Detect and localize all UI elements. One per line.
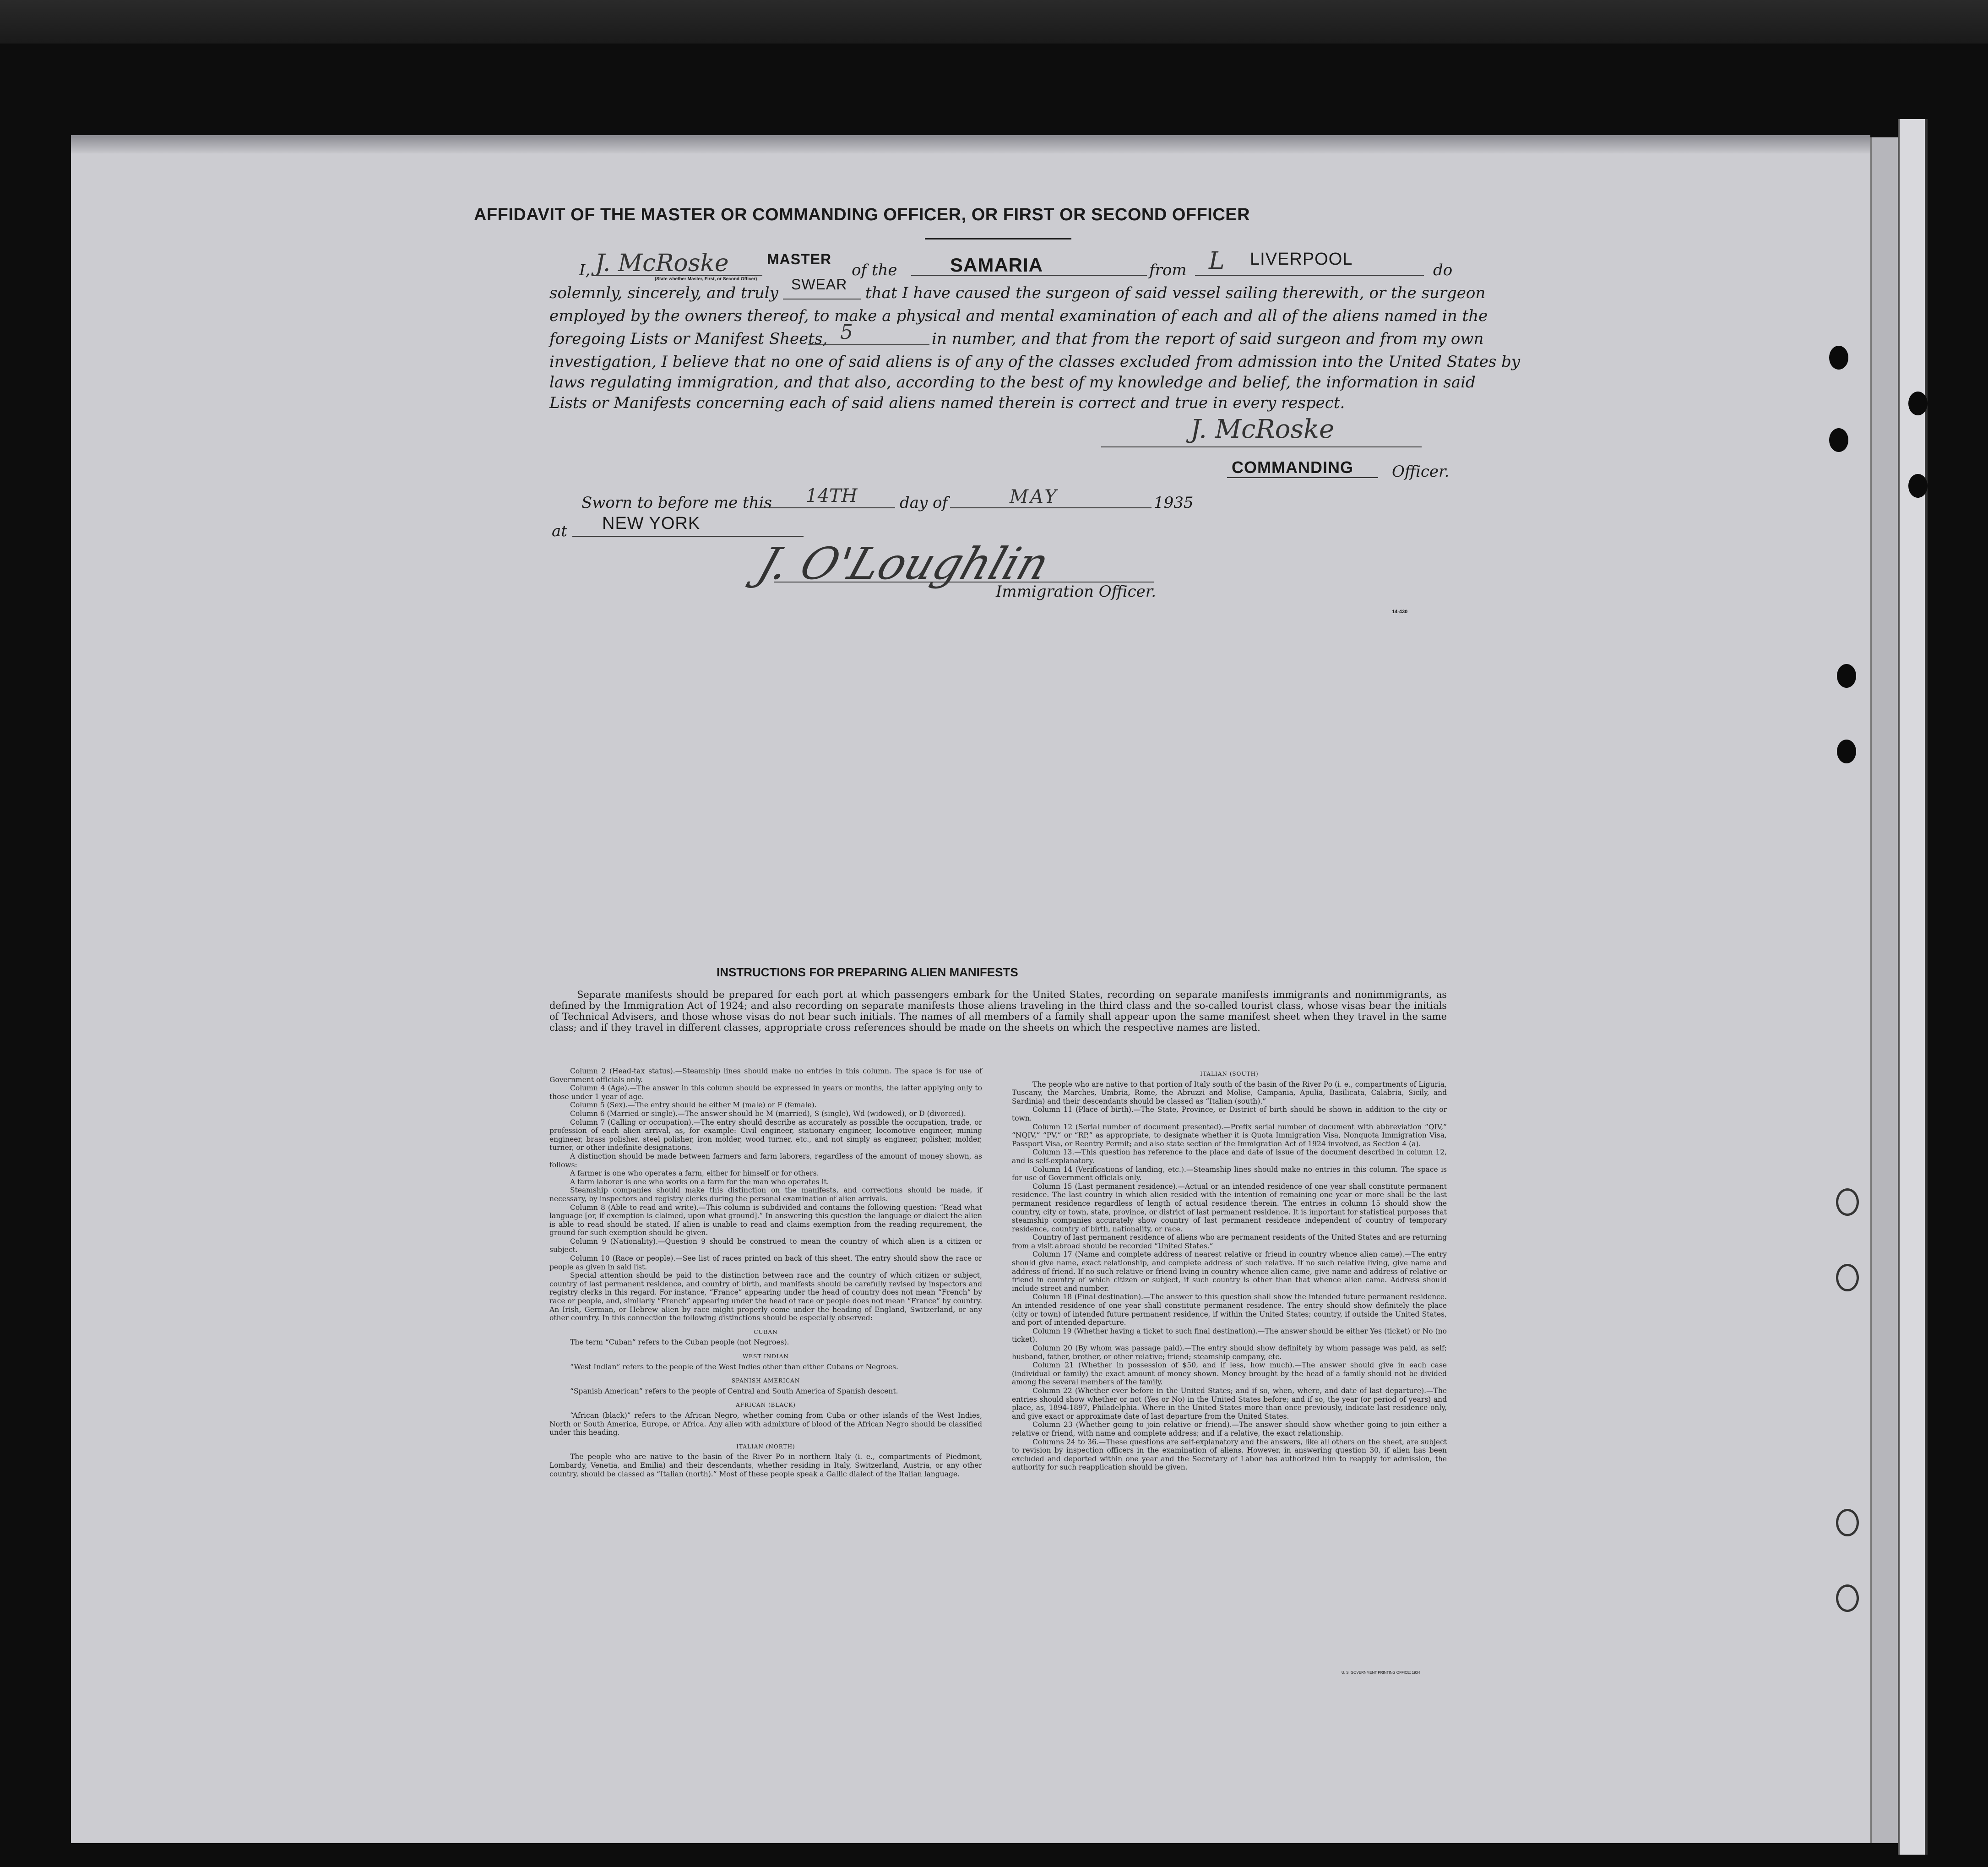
section-heading: SPANISH AMERICAN xyxy=(731,1377,800,1384)
port-mark: L xyxy=(1209,247,1225,275)
binding-strip xyxy=(1898,119,1928,1855)
right-para: Column 11 (Place of birth).—The State, Province, or District of birth should be shown in addition to the city or town. xyxy=(1012,1105,1447,1122)
right-para: Columns 24 to 36.—These questions are self-explanatory and the answers, like all others on the sheet, are subject to revision by inspection officers in the examination of aliens. However, in answering question 30, if alien has been excluded and deported within one year and the Secretary of Labor has authorized him to reapply for admission, the authority for such reapplication should be given. xyxy=(1012,1437,1447,1472)
section-heading: ITALIAN (SOUTH) xyxy=(1200,1071,1259,1077)
punch-hole-icon xyxy=(1829,428,1848,452)
punch-hole-icon xyxy=(1829,346,1848,370)
place-name: NEW YORK xyxy=(602,514,701,533)
port-name: LIVERPOOL xyxy=(1250,250,1353,269)
sheets-count: 5 xyxy=(840,321,853,344)
scanner-top-strip xyxy=(0,0,1988,44)
right-para: Column 17 (Name and complete address of nearest relative or friend in country whence alien came).—The entry should give name, exact relationship, and complete address of such relative. If no such relative living, give name and address of friend. If no such relative or friend living in country whence alien came, give name and address of relative or friend in country of which citizen or subject, if such country is other than that whence alien came. Address should include street and number. xyxy=(1012,1250,1447,1293)
ship-line xyxy=(911,275,1147,276)
punch-hole-icon xyxy=(1836,1584,1859,1612)
affidavit-heading: AFFIDAVIT OF THE MASTER OR COMMANDING OFFICER, OR FIRST OR SECOND OFFICER xyxy=(474,205,1250,224)
right-para: The people who are native to that portion of Italy south of the basin of the River Po (i. e., compartments of Liguria, Tuscany, the Marches, Umbria, Rome, the Abruzzi and Molise, Campania, Apulia, Basilicata, Calabria, Sicily, and Sardinia) and their descendants should be classed as “Italian (south).” xyxy=(1012,1080,1447,1105)
section-heading: AFRICAN (BLACK) xyxy=(736,1402,796,1409)
section-heading: CUBAN xyxy=(754,1328,778,1335)
affidavit-line2-start: solemnly, sincerely, and truly xyxy=(549,284,778,302)
sworn-month: MAY xyxy=(1010,486,1059,507)
right-para: Column 13.—This question has reference to the place and date of issue of the document described in column 12, and is self-explanatory. xyxy=(1012,1148,1447,1165)
left-para: Column 10 (Race or people).—See list of races printed on back of this sheet. The entry should show the race or people as given in said list. xyxy=(549,1254,982,1271)
affidavit-line2-end: that I have caused the surgeon of said vessel sailing therewith, or the surgeon xyxy=(865,284,1486,302)
right-para: Column 23 (Whether going to join relative or friend).—The answer should show whether going to join either a relative or friend, with name and complete address; and if a relative, the exact relationship. xyxy=(1012,1421,1447,1437)
affidavit-line5: investigation, I believe that no one of said aliens is of any of the classes excluded from admission into the United States by xyxy=(549,353,1521,371)
section-heading: ITALIAN (NORTH) xyxy=(736,1443,795,1450)
affidavit-line4-start: foregoing Lists or Manifest Sheets, xyxy=(549,330,828,348)
punch-hole-icon xyxy=(1908,392,1928,415)
left-para: Column 8 (Able to read and write).—This column is subdivided and contains the following question: “Read what language [or, if exemption is claimed, upon what ground].” In answering this question the language or dialect the alien is able to read should be stated. If alien is unable to read and claims exemption from the reading requirement, the ground for such exemption should be given. xyxy=(549,1203,982,1237)
port-line xyxy=(1195,275,1424,276)
left-para: A farmer is one who operates a farm, either for himself or for others. xyxy=(570,1169,819,1178)
immigration-label: Immigration Officer. xyxy=(996,582,1157,601)
punch-hole-icon xyxy=(1908,474,1928,498)
sheets-line xyxy=(808,344,929,345)
heading-rule xyxy=(925,238,1071,239)
sworn-day: 14TH xyxy=(806,485,858,506)
left-para: A farm laborer is one who works on a farm for the man who operates it. xyxy=(570,1177,829,1186)
section-heading: WEST INDIAN xyxy=(743,1353,789,1360)
right-para: Column 20 (By whom was passage paid).—The entry should show definitely by whom passage was paid, as self; husband, father, brother, or other relative; friend; steamship company, etc. xyxy=(1012,1344,1447,1361)
left-para: “West Indian” refers to the people of the West Indies other than either Cubans or Negroes. xyxy=(570,1362,898,1371)
instructions-intro: Separate manifests should be prepared for each port at which passengers embark for the United States, recording on separate manifests immigrants and nonimmigrants, as defined by the Immigration Act of 1924; and also recording on separate manifests those aliens traveling in the third class and the so-called tourist class, whose visas bear the initials of Technical Advisers, and those whose visas do not bear such initials. The names of all members of a family shall appear upon the same manifest sheet when they travel in the same class; and if they travel in different classes, appropriate cross references should be made on the sheets on which the respective names are listed. xyxy=(549,989,1447,1033)
immigration-signature: J. O'Loughlin xyxy=(751,538,1056,589)
right-para: Column 19 (Whether having a ticket to such final destination).—The answer should be either Yes (ticket) or No (no ticket). xyxy=(1012,1327,1447,1344)
sheet-right-margin xyxy=(1870,137,1899,1843)
officer-signature: J. McRoske xyxy=(1190,414,1335,444)
right-para: Column 12 (Serial number of document presented).—Prefix serial number of document with abbreviation “QIV,” “NQIV,” “PV,” or “RP,” as appropriate, to designate whether it is Quota Immigration Visa, Nonquota Immigration Visa, Passport Visa, or Reentry Permit; and also state section of the Immigration Act of 1924 involved, as Section 4 (a). xyxy=(1012,1122,1447,1148)
left-para: The term “Cuban” refers to the Cuban people (not Negroes). xyxy=(570,1338,789,1347)
rank-note: (State whether Master, First, or Second Officer) xyxy=(655,277,757,282)
officer-stamp: COMMANDING xyxy=(1232,458,1353,477)
affidavit-line3: employed by the owners thereof, to make a physical and mental examination of each and all of the aliens named in the xyxy=(549,307,1488,325)
sworn-year: 1935 xyxy=(1154,494,1194,512)
left-para: Column 2 (Head-tax status).—Steamship lines should make no entries in this column. The space is for use of Government officials only. xyxy=(549,1067,982,1084)
left-para: Column 7 (Calling or occupation).—The entry should describe as accurately as possible the occupation, trade, or profession of each alien arrival, as, for example: Civil engineer, stationary engineer, locomotive engineer, mining engineer, brass polisher, steel polisher, iron molder, wood turner, etc., and not simply as engineer, polisher, molder, turner, or other indefinite designations. xyxy=(549,1118,982,1152)
day-of-label: day of xyxy=(900,494,948,512)
left-para: Column 5 (Sex).—The entry should be either M (male) or F (female). xyxy=(570,1101,817,1110)
sworn-label: Sworn to before me this xyxy=(581,494,772,512)
left-para: Column 9 (Nationality).—Question 9 should be construed to mean the country of which alien is a citizen or subject. xyxy=(549,1237,982,1254)
right-para: Column 14 (Verifications of landing, etc.).—Steamship lines should make no entries in this column. The space is for use of Government officials only. xyxy=(1012,1165,1447,1182)
instructions-right-column xyxy=(1012,1067,1447,1472)
left-para: “African (black)” refers to the African Negro, whether coming from Cuba or other islands of the West Indies, North or South America, Europe, or Africa. Any alien with admixture of blood of the African Negro should be classified under this heading. xyxy=(549,1411,982,1437)
left-para: Steamship companies should make this distinction on the manifests, and corrections should be made, if necessary, by inspectors and registry clerks during the personal examination of alien arrivals. xyxy=(549,1186,982,1203)
left-para: Special attention should be paid to the distinction between race and the country of which citizen or subject, country of last permanent residence, and country of birth, and manifests should be carefully revised by inspectors and registry clerks in this regard. For instance, “France” appearing under the head of country does not mean “French” by race or people, and, similarly “French” appearing under the head of race or people does not mean “France” by country. An Irish, German, or Hebrew alien by race might properly come under the heading of England, Switzerland, or any other country. In this connection the following distinctions should be especially observed: xyxy=(549,1271,982,1323)
of-the-label: of the xyxy=(852,261,897,279)
form-number: 14-430 xyxy=(1392,609,1408,615)
punch-hole-icon xyxy=(1836,1264,1859,1291)
left-para: Column 4 (Age).—The answer in this column should be expressed in years or months, the latter applying only to those under 1 year of age. xyxy=(549,1084,982,1101)
right-para: Column 21 (Whether in possession of $50, and if less, how much).—The answer should give in each case (individual or family) the exact amount of money shown. Money brought by the head of a family should not be divided among the several members of the family. xyxy=(1012,1361,1447,1387)
right-para: Column 15 (Last permanent residence).—Actual or an intended residence of one year shall constitute permanent residence. The last country in which alien resided with the intention of remaining one year or more shall be the last permanent residence regardless of length of actual residence therein. The entries in column 15 should show the country, city or town, state, province, or district of last permanent residence. It is important for statistical purposes that steamship companies accurately show country of last permanent residence independent of country of temporary residence, country of birth, nationality, or race. xyxy=(1012,1182,1447,1233)
affidavit-line6: laws regulating immigration, and that also, according to the best of my knowledge and belief, the information in said xyxy=(549,373,1476,392)
signer-handwritten: J. McRoske xyxy=(595,250,729,277)
left-para: The people who are native to the basin of the River Po in northern Italy (i. e., compartments of Piedmont, Lombardy, Venetia, and Emilia) and their descendants, whether residing in Italy, Switzerland, Austria, or any other country, should be classed as “Italian (north).” Most of these people speak a Gallic dialect of the Italian language. xyxy=(549,1453,982,1478)
left-para: Column 6 (Married or single).—The answer should be M (married), S (single), Wd (widowed), or D (divorced). xyxy=(570,1109,966,1118)
place-line xyxy=(572,536,804,537)
ship-name: SAMARIA xyxy=(950,254,1043,276)
instructions-heading: INSTRUCTIONS FOR PREPARING ALIEN MANIFESTS xyxy=(717,965,1018,979)
right-para: Country of last permanent residence of aliens who are permanent residents of the United States and are returning from a visit abroad should be recorded “United States.” xyxy=(1012,1233,1447,1250)
left-para: “Spanish American” refers to the people of Central and South America of Spanish descent. xyxy=(570,1387,898,1395)
sworn-day-line xyxy=(758,507,895,508)
punch-hole-icon xyxy=(1836,1509,1859,1536)
rank-stamp: MASTER xyxy=(767,251,832,267)
officer-label: Officer. xyxy=(1392,463,1450,481)
sworn-month-line xyxy=(950,507,1152,508)
punch-hole-icon xyxy=(1837,740,1856,763)
left-para: A distinction should be made between farmers and farm laborers, regardless of the amount of money shown, as follows: xyxy=(549,1152,982,1169)
sheet-top-edge xyxy=(71,135,1870,153)
printer-imprint: U. S. GOVERNMENT PRINTING OFFICE: 1934 xyxy=(1342,1671,1420,1675)
at-label: at xyxy=(552,522,567,540)
from-label: from xyxy=(1149,261,1187,279)
affidavit-line7: Lists or Manifests concerning each of said aliens named therein is correct and true in every respect. xyxy=(549,394,1345,412)
instructions-left-column xyxy=(549,1067,982,1478)
officer-signature-line xyxy=(1101,446,1422,447)
swear-stamp: SWEAR xyxy=(791,276,847,293)
officer-stamp-line xyxy=(1227,477,1378,478)
signer-line xyxy=(593,275,762,276)
right-para: Column 18 (Final destination).—The answer to this question shall show the intended future permanent residence. An intended residence of one year shall constitute permanent residence. The entry should show definitely the place (city or town) of intended future permanent residence, if within the United States; country, if outside the United States, and port of intended departure. xyxy=(1012,1293,1447,1327)
punch-hole-icon xyxy=(1837,664,1856,688)
right-para: Column 22 (Whether ever before in the United States; and if so, when, where, and date of last departure).—The entries should show whether or not (Yes or No) in the United States before; and if so, the year (or period of years) and place, as, 1894-1897, Philadelphia. Where in the United States more than once previously, indicate last residence only, and give exact or approximate date of last departure from the United States. xyxy=(1012,1386,1447,1421)
do-label: do xyxy=(1433,261,1453,279)
punch-hole-icon xyxy=(1836,1188,1859,1216)
i-label: I, xyxy=(579,261,591,279)
affidavit-line4-end: in number, and that from the report of said surgeon and from my own xyxy=(932,330,1484,348)
